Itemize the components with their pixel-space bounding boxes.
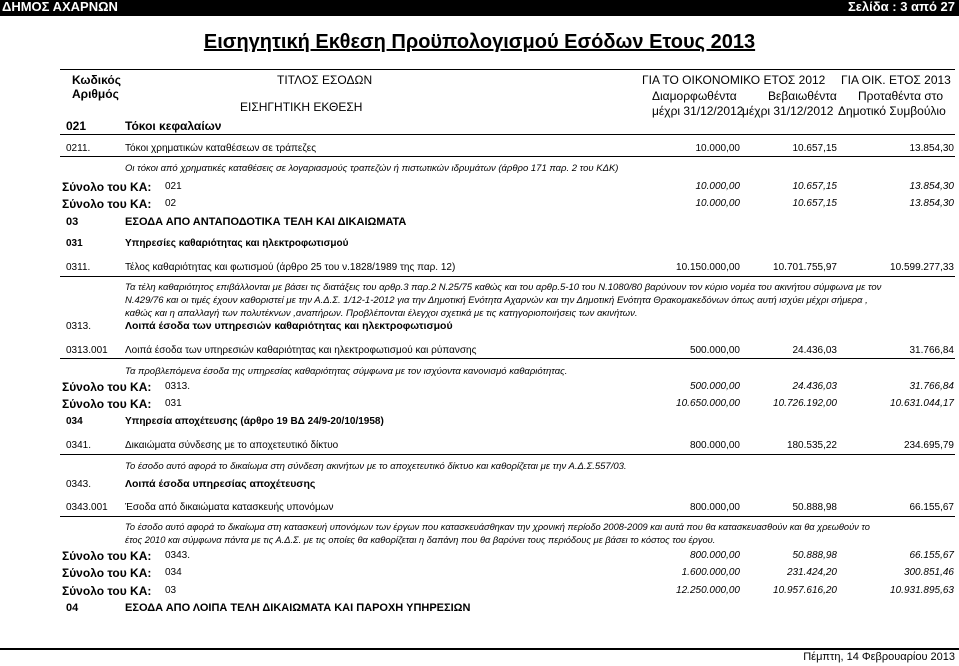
certified-value: 180.535,22 — [786, 440, 837, 451]
row-title: Δικαιώματα σύνδεσης με το αποχετευτικό δίκτυο — [125, 440, 339, 451]
header-bottom-rule — [60, 134, 955, 135]
row-note: έτος 2010 και σύμφωνα πάντα με τις Α.Δ.Σ. με τις οποίες θα καθορίζεται η δαπάνη που θα βαρύνει τους περιόδους με βάσει το κόστος του έργου. — [125, 535, 716, 545]
report-header: ΕΙΣΗΓΗΤΙΚΗ ΕΚΘΕΣΗ — [240, 100, 363, 114]
row-note: Ν.429/76 και οι τιμές έχουν καθοριστεί με την Α.Δ.Σ. 1/12-1-2012 για την Δημοτική Ενότητα Αχαρνών και την Δημοτική Ενότητα Θρακομακεδόνων όπως αυτή ισχύει μέχρι σήμερα , — [125, 295, 868, 306]
total-proposed: 13.854,30 — [909, 198, 954, 209]
group-code: 031 — [66, 238, 83, 249]
title-header: ΤΙΤΛΟΣ ΕΣΟΔΩΝ — [277, 73, 373, 87]
proposed-value: 13.854,30 — [909, 143, 954, 154]
total-formed: 800.000,00 — [689, 550, 740, 561]
total-code: 034 — [165, 567, 182, 578]
page-title: Εισηγητική Εκθεση Προϋπολογισμού Εσόδων Ετους 2013 — [203, 31, 756, 53]
total-certified: 24.436,03 — [792, 381, 837, 392]
formed-header-line2: μέχρι 31/12/2012 — [652, 104, 744, 118]
total-formed: 10.000,00 — [695, 198, 740, 209]
total-certified: 10.726.192,00 — [773, 398, 837, 409]
fy2013-header: ΓΙΑ ΟΙΚ. ΕΤΟΣ 2013 — [841, 73, 951, 87]
group-title: Υπηρεσία αποχέτευσης (άρθρο 19 ΒΔ 24/9-20/10/1958) — [125, 416, 384, 427]
row-code: 0341. — [66, 440, 92, 451]
total-label: Σύνολο του ΚΑ: — [62, 197, 152, 211]
total-code: 0313. — [165, 381, 191, 392]
row-note: καθώς και η απαλλαγή των πολυτέκνων ,αναπήρων. Προβλέπονται έλεγχοι σχετικά με τις κατηγοριοποιήσεις των ακινήτων. — [125, 308, 638, 319]
code-header-line1: Κωδικός — [72, 73, 122, 87]
formed-value: 800.000,00 — [689, 502, 740, 513]
row-title: Τέλος καθαριότητας και φωτισμού (άρθρο 25 του ν.1828/1989 της παρ. 12) — [125, 262, 456, 273]
group-title: Τόκοι κεφαλαίων — [125, 119, 222, 133]
certified-value: 10.657,15 — [792, 143, 837, 154]
row-rule — [60, 516, 955, 517]
total-code: 021 — [165, 181, 182, 192]
group-code: 04 — [66, 602, 79, 614]
proposed-header-line2: Δημοτικό Συμβούλιο — [838, 104, 946, 118]
certified-value: 24.436,03 — [792, 345, 837, 356]
total-proposed: 66.155,67 — [909, 550, 954, 561]
group-title: Λοιπά έσοδα των υπηρεσιών καθαριότητας και ηλεκτροφωτισμού — [125, 320, 453, 332]
group-code: 034 — [66, 416, 83, 427]
fy2012-header: ΓΙΑ ΤΟ ΟΙΚΟΝΟΜΙΚΟ ΕΤΟΣ 2012 — [642, 73, 826, 87]
group-code: 03 — [66, 216, 79, 228]
row-code: 0211. — [66, 143, 91, 154]
total-proposed: 31.766,84 — [909, 381, 954, 392]
certified-header-line2: μέχρι 31/12/2012 — [742, 104, 834, 118]
total-label: Σύνολο του ΚΑ: — [62, 180, 152, 194]
footer-date: Πέμπτη, 14 Φεβρουαρίου 2013 — [803, 651, 955, 663]
total-label: Σύνολο του ΚΑ: — [62, 397, 152, 411]
total-label: Σύνολο του ΚΑ: — [62, 566, 152, 580]
row-code: 0313.001 — [66, 345, 108, 356]
row-rule — [60, 454, 955, 455]
row-title: Έσοδα από δικαιώματα κατασκευής υπονόμων — [125, 502, 334, 513]
formed-value: 10.150.000,00 — [676, 262, 740, 273]
total-label: Σύνολο του ΚΑ: — [62, 584, 152, 598]
total-certified: 10.957.616,20 — [773, 585, 837, 596]
group-code: 021 — [66, 119, 87, 133]
row-code: 0343.001 — [66, 502, 108, 513]
row-title: Λοιπά έσοδα των υπηρεσιών καθαριότητας και ηλεκτροφωτισμού και ρύπανσης — [125, 345, 477, 356]
page-number: Σελίδα : 3 από 27 — [847, 0, 955, 14]
header-top-rule — [60, 69, 955, 70]
proposed-value: 234.695,79 — [903, 440, 954, 451]
total-certified: 10.657,15 — [792, 181, 837, 192]
total-code: 0343. — [165, 550, 191, 561]
row-rule — [60, 156, 955, 157]
footer-rule — [0, 648, 959, 650]
row-rule — [60, 276, 955, 277]
header-band — [0, 0, 959, 16]
total-certified: 231.424,20 — [786, 567, 837, 578]
group-code: 0313. — [66, 321, 92, 332]
row-rule — [60, 358, 955, 359]
group-code: 0343. — [66, 479, 92, 490]
certified-header-line1: Βεβαιωθέντα — [768, 89, 837, 103]
total-formed: 12.250.000,00 — [676, 585, 740, 596]
group-title: ΕΣΟΔΑ ΑΠΟ ΑΝΤΑΠΟΔΟΤΙΚΑ ΤΕΛΗ ΚΑΙ ΔΙΚΑΙΩΜΑΤΑ — [125, 216, 407, 228]
certified-value: 10.701.755,97 — [773, 262, 837, 273]
row-note: Το έσοδο αυτό αφορά το δικαίωμα στη κατασκευή υπονόμων των έργων που κατασκευάσθηκαν την χρονική περίοδο 2008-2009 και αυτά που θα κατασκευασθούν και θα χρεωθούν το — [125, 522, 870, 532]
group-title: Υπηρεσίες καθαριότητας και ηλεκτροφωτισμού — [125, 238, 349, 249]
certified-value: 50.888,98 — [792, 502, 837, 513]
organization-name: ΔΗΜΟΣ ΑΧΑΡΝΩΝ — [2, 0, 118, 14]
row-note: Οι τόκοι από χρηματικές καταθέσεις σε λογαριασμούς τραπεζών ή πιστωτικών ιδρυμάτων (άρθρο 171 παρ. 2 του ΚΔΚ) — [125, 163, 619, 174]
code-header-line2: Αριθμός — [72, 87, 119, 101]
group-title: Λοιπά έσοδα υπηρεσίας αποχέτευσης — [125, 478, 316, 490]
total-formed: 1.600.000,00 — [681, 567, 740, 578]
total-proposed: 300.851,46 — [903, 567, 954, 578]
row-code: 0311. — [66, 262, 91, 273]
total-formed: 10.650.000,00 — [676, 398, 740, 409]
total-proposed: 13.854,30 — [909, 181, 954, 192]
total-certified: 10.657,15 — [792, 198, 837, 209]
row-note: Το έσοδο αυτό αφορά το δικαίωμα στη σύνδεση ακινήτων με το αποχετευτικό δίκτυο και καθορίζεται με την Α.Δ.Σ.557/03. — [125, 461, 627, 472]
total-formed: 10.000,00 — [695, 181, 740, 192]
total-label: Σύνολο του ΚΑ: — [62, 380, 152, 394]
group-title: ΕΣΟΔΑ ΑΠΟ ΛΟΙΠΑ ΤΕΛΗ ΔΙΚΑΙΩΜΑΤΑ ΚΑΙ ΠΑΡΟΧΗ ΥΠΗΡΕΣΙΩΝ — [125, 602, 471, 614]
formed-header-line1: Διαμορφωθέντα — [652, 89, 737, 103]
formed-value: 500.000,00 — [689, 345, 740, 356]
proposed-value: 31.766,84 — [909, 345, 954, 356]
proposed-header-line1: Προταθέντα στο — [858, 89, 944, 103]
total-code: 031 — [165, 398, 182, 409]
total-proposed: 10.931.895,63 — [890, 585, 954, 596]
row-note: Τα προβλεπόμενα έσοδα της υπηρεσίας καθαριότητας σύμφωνα με τον ισχύοντα κανονισμό καθαριότητας. — [125, 366, 568, 377]
total-code: 02 — [165, 198, 177, 209]
total-code: 03 — [165, 585, 177, 596]
total-label: Σύνολο του ΚΑ: — [62, 549, 152, 563]
formed-value: 10.000,00 — [695, 143, 740, 154]
proposed-value: 10.599.277,33 — [890, 262, 954, 273]
total-formed: 500.000,00 — [689, 381, 740, 392]
proposed-value: 66.155,67 — [909, 502, 954, 513]
total-proposed: 10.631.044,17 — [890, 398, 954, 409]
row-title: Τόκοι χρηματικών καταθέσεων σε τράπεζες — [125, 143, 317, 154]
total-certified: 50.888,98 — [792, 550, 837, 561]
formed-value: 800.000,00 — [689, 440, 740, 451]
row-note: Τα τέλη καθαριότητος επιβάλλονται με βάσει τις διατάξεις του αρθρ.3 παρ.2 Ν.25/75 καθώς και του αρθρ.5-10 του Ν.1080/80 βαρύνουν τον κύριο νομέα του ακινήτου σύμφωνα με τον — [125, 282, 882, 293]
